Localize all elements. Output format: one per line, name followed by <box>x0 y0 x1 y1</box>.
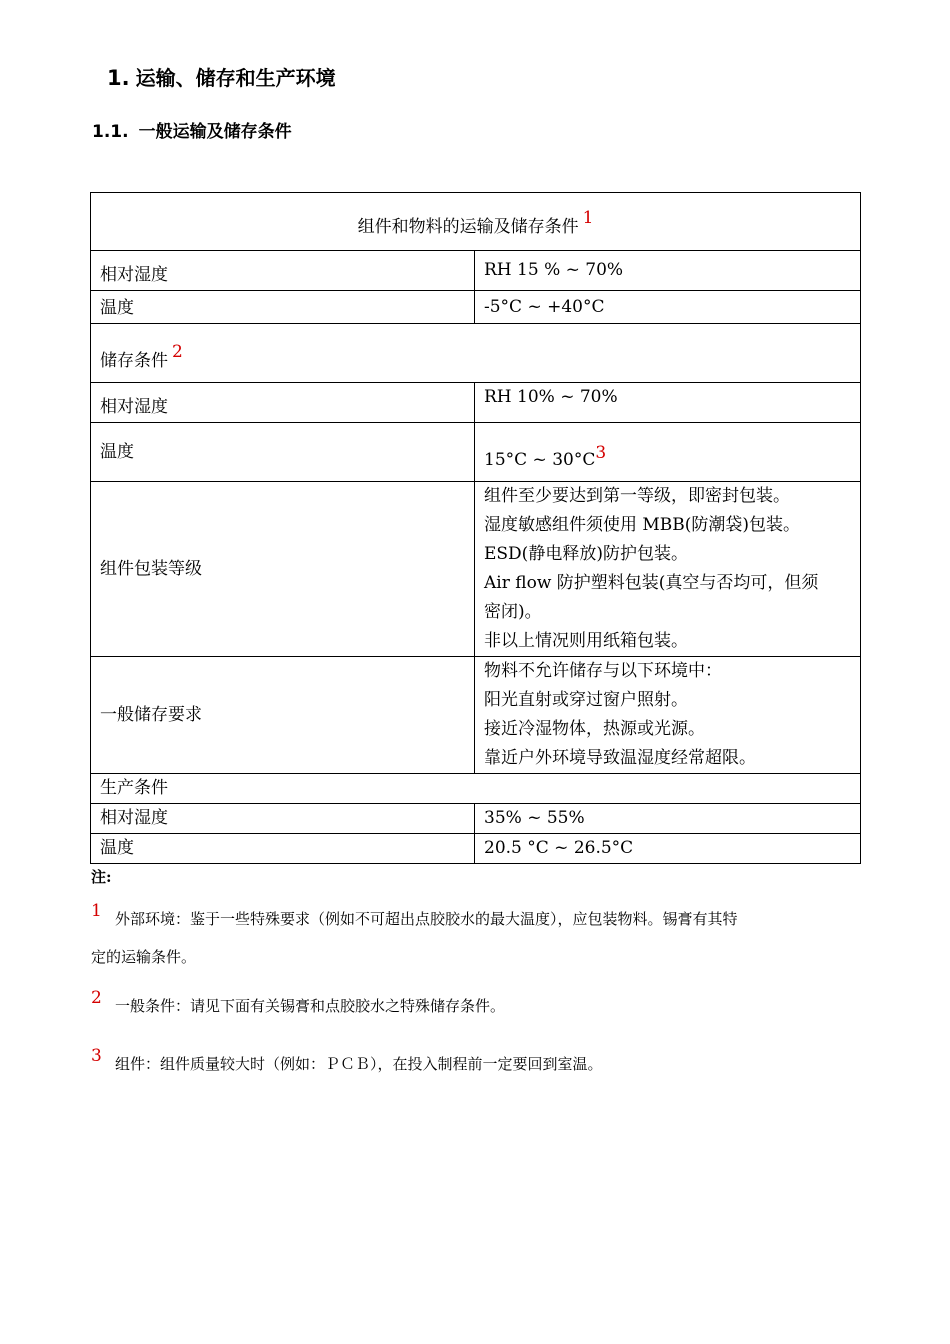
packaging-label: 组件包装等级 <box>91 482 475 657</box>
heading-1-text: 运输、储存和生产环境 <box>135 66 336 90</box>
transport-humidity-label: 相对湿度 <box>91 251 475 291</box>
production-section-row <box>91 774 861 804</box>
table-row <box>91 251 861 291</box>
footnote-ref-3: 3 <box>595 443 607 463</box>
storage-section-row <box>91 324 861 383</box>
note-mark-1: 1 <box>91 901 102 921</box>
note-item-2 <box>91 987 861 1025</box>
general-storage-label: 一般储存要求 <box>91 657 475 774</box>
storage-section-label: 储存条件 <box>100 351 168 371</box>
storage-section-cell <box>91 324 861 383</box>
heading-1-number: 1. <box>107 66 130 90</box>
table-title: 组件和物料的运输及储存条件 <box>357 217 579 237</box>
note-text-1: 外部环境：鉴于一些特殊要求（例如不可超出点胶胶水的最大温度），应包装物料。锡膏有其特 <box>115 910 738 928</box>
production-temp-label: 温度 <box>91 834 475 864</box>
table-title-cell <box>91 193 861 251</box>
heading-2 <box>92 117 292 142</box>
table-row <box>91 804 861 834</box>
footnote-ref-1: 1 <box>582 208 594 228</box>
heading-2-text: 一般运输及储存条件 <box>138 122 292 142</box>
note-item-1 <box>91 900 861 976</box>
conditions-table <box>90 192 861 864</box>
transport-temp-label: 温度 <box>91 291 475 324</box>
table-row <box>91 423 861 482</box>
production-humidity-value: 35% ~ 55% <box>475 804 861 834</box>
storage-humidity-value: RH 10% ~ 70% <box>475 383 861 423</box>
packaging-line: 密闭)。 <box>484 602 542 622</box>
packaging-line: ESD(静电释放)防护包装。 <box>484 544 688 564</box>
note-text-2: 一般条件：请见下面有关锡膏和点胶胶水之特殊储存条件。 <box>115 997 506 1015</box>
transport-humidity-value: RH 15 % ~ 70% <box>475 251 861 291</box>
table-row <box>91 383 861 423</box>
general-storage-lines <box>475 657 861 774</box>
storage-temp-label: 温度 <box>91 423 475 482</box>
packaging-line: 组件至少要达到第一等级，即密封包装。 <box>484 486 790 506</box>
table-row <box>91 482 861 657</box>
general-storage-line: 靠近户外环境导致温湿度经常超限。 <box>484 748 756 768</box>
production-section-label: 生产条件 <box>91 774 861 804</box>
packaging-line: 湿度敏感组件须使用 MBB(防潮袋)包装。 <box>484 515 801 535</box>
note-text-3: 组件：组件质量较大时（例如：ＰＣＢ），在投入制程前一定要回到室温。 <box>115 1055 603 1073</box>
general-storage-line: 物料不允许储存与以下环境中： <box>484 661 722 681</box>
production-humidity-label: 相对湿度 <box>91 804 475 834</box>
storage-temp-cell <box>475 423 861 482</box>
table-title-row <box>91 193 861 251</box>
storage-humidity-label: 相对湿度 <box>91 383 475 423</box>
heading-1 <box>107 62 336 91</box>
note-text-1-cont: 定的运输条件。 <box>91 948 197 966</box>
table-row <box>91 834 861 864</box>
table-row <box>91 657 861 774</box>
storage-temp-value: 15°C ~ 30°C <box>484 450 596 470</box>
production-temp-value: 20.5 °C ~ 26.5°C <box>475 834 861 864</box>
table-row <box>91 291 861 324</box>
transport-temp-value: -5°C ~ +40°C <box>475 291 861 324</box>
packaging-line: 非以上情况则用纸箱包装。 <box>484 631 688 651</box>
note-item-3 <box>91 1045 861 1083</box>
heading-2-number: 1.1. <box>92 122 129 142</box>
general-storage-line: 接近冷湿物体，热源或光源。 <box>484 719 705 739</box>
general-storage-line: 阳光直射或穿过窗户照射。 <box>484 690 688 710</box>
packaging-lines <box>475 482 861 657</box>
packaging-line: Air flow 防护塑料包装(真空与否均可，但须 <box>484 573 819 593</box>
note-mark-3: 3 <box>91 1046 102 1066</box>
footnote-ref-2: 2 <box>172 342 183 362</box>
notes-label: 注: <box>91 868 112 886</box>
note-mark-2: 2 <box>91 988 102 1008</box>
